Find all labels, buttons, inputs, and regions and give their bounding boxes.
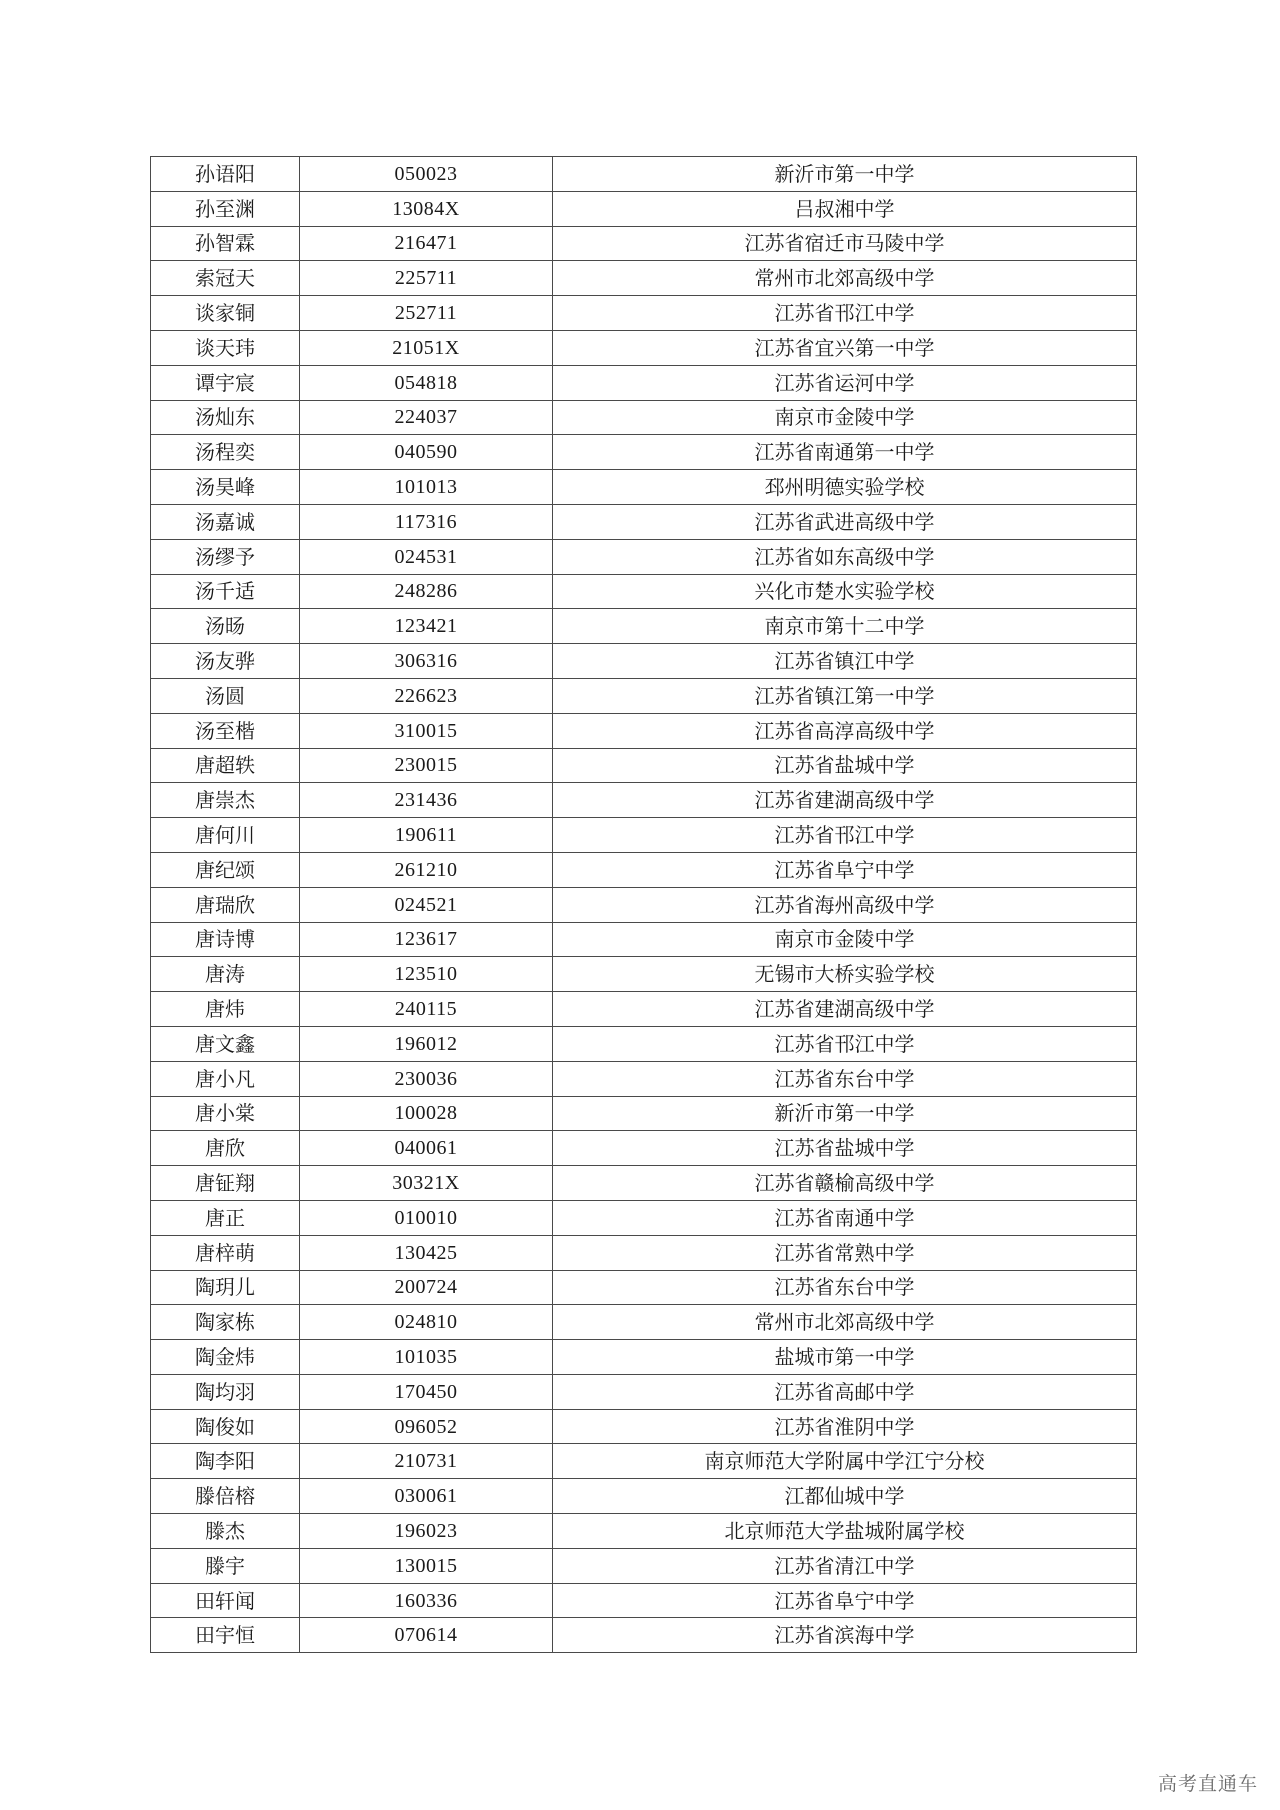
school-name-cell: 江苏省镇江第一中学 (553, 678, 1137, 713)
school-name-cell: 江苏省滨海中学 (553, 1618, 1137, 1653)
student-name-cell: 唐纪颂 (151, 852, 300, 887)
school-name-cell: 江都仙城中学 (553, 1479, 1137, 1514)
school-name-cell: 南京市金陵中学 (553, 400, 1137, 435)
table-row (151, 992, 1137, 1027)
student-id-cell: 010010 (300, 1200, 553, 1235)
student-name-cell: 陶金炜 (151, 1340, 300, 1375)
school-name-cell: 常州市北郊高级中学 (553, 261, 1137, 296)
table-row (151, 1235, 1137, 1270)
school-name-cell: 江苏省南通中学 (553, 1200, 1137, 1235)
student-id-cell: 040590 (300, 435, 553, 470)
student-name-cell: 唐欣 (151, 1131, 300, 1166)
table-row (151, 504, 1137, 539)
roster-table-body (151, 157, 1137, 1653)
table-row (151, 191, 1137, 226)
student-name-cell: 唐何川 (151, 818, 300, 853)
table-row (151, 887, 1137, 922)
student-id-cell: 070614 (300, 1618, 553, 1653)
table-row (151, 818, 1137, 853)
table-row (151, 1270, 1137, 1305)
student-id-cell: 160336 (300, 1583, 553, 1618)
table-row (151, 1305, 1137, 1340)
student-name-cell: 唐梓萌 (151, 1235, 300, 1270)
student-id-cell: 054818 (300, 365, 553, 400)
student-id-cell: 117316 (300, 504, 553, 539)
school-name-cell: 江苏省东台中学 (553, 1061, 1137, 1096)
student-name-cell: 汤至楷 (151, 713, 300, 748)
student-name-cell: 唐超轶 (151, 748, 300, 783)
student-name-cell: 陶俊如 (151, 1409, 300, 1444)
student-name-cell: 孙智霖 (151, 226, 300, 261)
school-name-cell: 江苏省海州高级中学 (553, 887, 1137, 922)
table-row (151, 574, 1137, 609)
student-id-cell: 123617 (300, 922, 553, 957)
student-name-cell: 田轩闻 (151, 1583, 300, 1618)
school-name-cell: 吕叔湘中学 (553, 191, 1137, 226)
school-name-cell: 南京师范大学附属中学江宁分校 (553, 1444, 1137, 1479)
student-name-cell: 唐钲翔 (151, 1166, 300, 1201)
school-name-cell: 南京市金陵中学 (553, 922, 1137, 957)
table-row (151, 644, 1137, 679)
school-name-cell: 兴化市楚水实验学校 (553, 574, 1137, 609)
student-id-cell: 196023 (300, 1514, 553, 1549)
school-name-cell: 江苏省运河中学 (553, 365, 1137, 400)
table-row (151, 1026, 1137, 1061)
school-name-cell: 江苏省赣榆高级中学 (553, 1166, 1137, 1201)
student-name-cell: 索冠天 (151, 261, 300, 296)
school-name-cell: 江苏省镇江中学 (553, 644, 1137, 679)
school-name-cell: 江苏省东台中学 (553, 1270, 1137, 1305)
school-name-cell: 江苏省清江中学 (553, 1548, 1137, 1583)
student-id-cell: 230015 (300, 748, 553, 783)
table-row (151, 261, 1137, 296)
table-row (151, 157, 1137, 192)
student-id-cell: 261210 (300, 852, 553, 887)
student-name-cell: 陶均羽 (151, 1374, 300, 1409)
student-id-cell: 310015 (300, 713, 553, 748)
student-id-cell: 050023 (300, 157, 553, 192)
table-row (151, 1583, 1137, 1618)
student-name-cell: 汤昊峰 (151, 470, 300, 505)
table-row (151, 852, 1137, 887)
student-name-cell: 谭宇宸 (151, 365, 300, 400)
school-name-cell: 江苏省邗江中学 (553, 296, 1137, 331)
school-name-cell: 江苏省如东高级中学 (553, 539, 1137, 574)
student-id-cell: 123510 (300, 957, 553, 992)
school-name-cell: 江苏省宿迁市马陵中学 (553, 226, 1137, 261)
student-name-cell: 唐小凡 (151, 1061, 300, 1096)
watermark-text: 高考直通车 (1157, 1773, 1258, 1795)
school-name-cell: 邳州明德实验学校 (553, 470, 1137, 505)
student-name-cell: 汤千适 (151, 574, 300, 609)
student-id-cell: 024810 (300, 1305, 553, 1340)
student-id-cell: 101013 (300, 470, 553, 505)
student-id-cell: 230036 (300, 1061, 553, 1096)
student-name-cell: 唐小棠 (151, 1096, 300, 1131)
school-name-cell: 江苏省高淳高级中学 (553, 713, 1137, 748)
student-id-cell: 225711 (300, 261, 553, 296)
school-name-cell: 盐城市第一中学 (553, 1340, 1137, 1375)
student-id-cell: 231436 (300, 783, 553, 818)
student-name-cell: 唐涛 (151, 957, 300, 992)
student-name-cell: 田宇恒 (151, 1618, 300, 1653)
school-name-cell: 江苏省邗江中学 (553, 818, 1137, 853)
table-row (151, 539, 1137, 574)
table-row (151, 470, 1137, 505)
table-row (151, 1409, 1137, 1444)
table-row (151, 609, 1137, 644)
table-row (151, 678, 1137, 713)
table-row (151, 1131, 1137, 1166)
student-id-cell: 200724 (300, 1270, 553, 1305)
school-name-cell: 江苏省宜兴第一中学 (553, 330, 1137, 365)
school-name-cell: 江苏省武进高级中学 (553, 504, 1137, 539)
student-name-cell: 唐文鑫 (151, 1026, 300, 1061)
student-name-cell: 汤灿东 (151, 400, 300, 435)
table-row (151, 1479, 1137, 1514)
student-name-cell: 汤友骅 (151, 644, 300, 679)
school-name-cell: 新沂市第一中学 (553, 1096, 1137, 1131)
student-id-cell: 100028 (300, 1096, 553, 1131)
roster-table (150, 156, 1137, 1653)
table-row (151, 400, 1137, 435)
school-name-cell: 江苏省高邮中学 (553, 1374, 1137, 1409)
student-name-cell: 唐诗博 (151, 922, 300, 957)
table-row (151, 1096, 1137, 1131)
school-name-cell: 江苏省建湖高级中学 (553, 783, 1137, 818)
table-row (151, 365, 1137, 400)
student-id-cell: 040061 (300, 1131, 553, 1166)
student-id-cell: 13084X (300, 191, 553, 226)
student-id-cell: 130425 (300, 1235, 553, 1270)
student-name-cell: 陶家栋 (151, 1305, 300, 1340)
student-id-cell: 024521 (300, 887, 553, 922)
student-id-cell: 196012 (300, 1026, 553, 1061)
student-name-cell: 唐瑞欣 (151, 887, 300, 922)
student-id-cell: 21051X (300, 330, 553, 365)
student-name-cell: 孙至渊 (151, 191, 300, 226)
student-id-cell: 306316 (300, 644, 553, 679)
school-name-cell: 无锡市大桥实验学校 (553, 957, 1137, 992)
table-row (151, 1514, 1137, 1549)
student-id-cell: 123421 (300, 609, 553, 644)
student-name-cell: 谈家铜 (151, 296, 300, 331)
student-name-cell: 孙语阳 (151, 157, 300, 192)
student-name-cell: 唐正 (151, 1200, 300, 1235)
student-name-cell: 陶玥儿 (151, 1270, 300, 1305)
student-id-cell: 210731 (300, 1444, 553, 1479)
school-name-cell: 江苏省阜宁中学 (553, 1583, 1137, 1618)
school-name-cell: 江苏省阜宁中学 (553, 852, 1137, 887)
school-name-cell: 江苏省淮阴中学 (553, 1409, 1137, 1444)
school-name-cell: 新沂市第一中学 (553, 157, 1137, 192)
table-row (151, 957, 1137, 992)
student-name-cell: 谈天玮 (151, 330, 300, 365)
student-name-cell: 唐炜 (151, 992, 300, 1027)
student-id-cell: 226623 (300, 678, 553, 713)
student-id-cell: 096052 (300, 1409, 553, 1444)
table-row (151, 226, 1137, 261)
school-name-cell: 南京市第十二中学 (553, 609, 1137, 644)
table-row (151, 1444, 1137, 1479)
table-row (151, 1166, 1137, 1201)
student-id-cell: 252711 (300, 296, 553, 331)
school-name-cell: 北京师范大学盐城附属学校 (553, 1514, 1137, 1549)
table-row (151, 1061, 1137, 1096)
student-name-cell: 陶李阳 (151, 1444, 300, 1479)
table-row (151, 435, 1137, 470)
student-id-cell: 240115 (300, 992, 553, 1027)
student-name-cell: 汤嘉诚 (151, 504, 300, 539)
student-id-cell: 30321X (300, 1166, 553, 1201)
table-row (151, 783, 1137, 818)
school-name-cell: 常州市北郊高级中学 (553, 1305, 1137, 1340)
student-name-cell: 滕宇 (151, 1548, 300, 1583)
school-name-cell: 江苏省建湖高级中学 (553, 992, 1137, 1027)
student-name-cell: 汤程奕 (151, 435, 300, 470)
school-name-cell: 江苏省盐城中学 (553, 748, 1137, 783)
table-row (151, 1340, 1137, 1375)
student-id-cell: 224037 (300, 400, 553, 435)
student-id-cell: 130015 (300, 1548, 553, 1583)
table-row (151, 330, 1137, 365)
student-name-cell: 唐崇杰 (151, 783, 300, 818)
table-row (151, 1374, 1137, 1409)
student-name-cell: 汤缪予 (151, 539, 300, 574)
school-name-cell: 江苏省南通第一中学 (553, 435, 1137, 470)
school-name-cell: 江苏省盐城中学 (553, 1131, 1137, 1166)
table-row (151, 1200, 1137, 1235)
student-id-cell: 101035 (300, 1340, 553, 1375)
table-row (151, 922, 1137, 957)
table-row (151, 713, 1137, 748)
student-name-cell: 滕杰 (151, 1514, 300, 1549)
table-row (151, 748, 1137, 783)
school-name-cell: 江苏省邗江中学 (553, 1026, 1137, 1061)
table-row (151, 1618, 1137, 1653)
student-name-cell: 汤旸 (151, 609, 300, 644)
student-name-cell: 汤圆 (151, 678, 300, 713)
school-name-cell: 江苏省常熟中学 (553, 1235, 1137, 1270)
student-name-cell: 滕倍榕 (151, 1479, 300, 1514)
table-row (151, 296, 1137, 331)
student-id-cell: 170450 (300, 1374, 553, 1409)
table-row (151, 1548, 1137, 1583)
student-id-cell: 248286 (300, 574, 553, 609)
student-id-cell: 024531 (300, 539, 553, 574)
student-id-cell: 216471 (300, 226, 553, 261)
student-id-cell: 190611 (300, 818, 553, 853)
student-id-cell: 030061 (300, 1479, 553, 1514)
